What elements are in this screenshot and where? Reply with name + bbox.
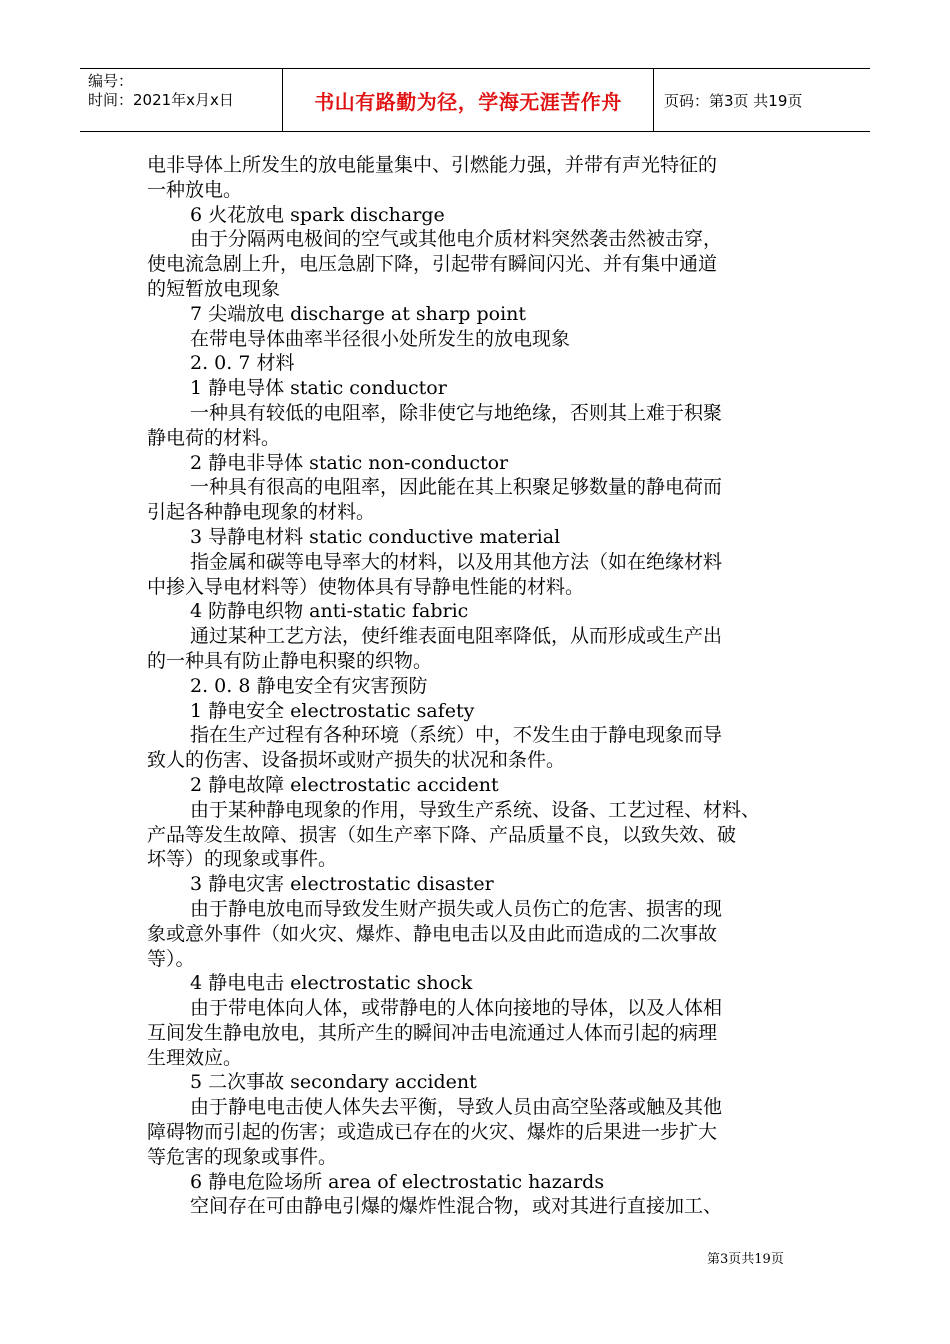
text-line: 静电荷的材料。 <box>147 426 281 449</box>
page-header <box>80 68 870 132</box>
text-line: 由于带电体向人体，或带静电的人体向接地的导体，以及人体相 <box>190 997 723 1020</box>
text-line: 7 尖端放电 discharge at sharp point <box>190 302 527 325</box>
text-line: 使电流急剧上升，电压急剧下降，引起带有瞬间闪光、并有集中通道 <box>147 253 718 276</box>
text-line: 坏等）的现象或事件。 <box>147 848 338 871</box>
text-line: 4 防静电织物 anti-static fabric <box>190 600 469 623</box>
text-line: 指在生产过程有各种环境（系统）中，不发生由于静电现象而导 <box>190 724 723 747</box>
header-motto: 书山有路勤为径，学海无涯苦作舟 <box>282 69 654 131</box>
text-line: 4 静电电击 electrostatic shock <box>190 972 473 995</box>
document-number-label: 编号： <box>88 72 134 90</box>
text-line: 1 静电安全 electrostatic safety <box>190 699 475 722</box>
text-line: 一种具有很高的电阻率，因此能在其上积聚足够数量的静电荷而 <box>190 476 723 499</box>
text-line: 指金属和碳等电导率大的材料，以及用其他方法（如在绝缘材料 <box>190 550 723 573</box>
text-line: 象或意外事件（如火灾、爆炸、静电电击以及由此而造成的二次事故 <box>147 922 718 945</box>
text-line: 等危害的现象或事件。 <box>147 1145 338 1168</box>
text-line: 一种具有较低的电阻率，除非使它与地绝缘，否则其上难于积聚 <box>190 401 723 424</box>
text-line: 引起各种静电现象的材料。 <box>147 501 376 524</box>
text-line: 障碍物而引起的伤害；或造成已存在的火灾、爆炸的后果进一步扩大 <box>147 1121 718 1144</box>
text-line: 产品等发生故障、损害（如生产率下降、产品质量不良，以致失效、破 <box>147 823 737 846</box>
text-line: 5 二次事故 secondary accident <box>190 1071 477 1094</box>
header-page-info: 页码：第3页 共19页 <box>664 91 803 110</box>
text-line: 由于静电电击使人体失去平衡，导致人员由高空坠落或触及其他 <box>190 1096 723 1119</box>
text-line: 由于静电放电而导致发生财产损失或人员伤亡的危害、损害的现 <box>190 897 723 920</box>
header-meta-cell <box>80 69 282 131</box>
text-line: 由于分隔两电极间的空气或其他电介质材料突然袭击然被击穿， <box>190 228 723 251</box>
text-line: 致人的伤害、设备损坏或财产损失的状况和条件。 <box>147 749 566 772</box>
text-line: 在带电导体曲率半径很小处所发生的放电现象 <box>190 327 571 350</box>
text-line: 一种放电。 <box>147 178 243 201</box>
text-line: 3 静电灾害 electrostatic disaster <box>190 873 494 896</box>
text-line: 生理效应。 <box>147 1046 243 1069</box>
text-line: 的一种具有防止静电积聚的织物。 <box>147 649 433 672</box>
text-line: 空间存在可由静电引爆的爆炸性混合物，或对其进行直接加工、 <box>190 1195 723 1218</box>
text-line: 6 静电危险场所 area of electrostatic hazards <box>190 1170 605 1193</box>
text-line: 由于某种静电现象的作用，导致生产系统、设备、工艺过程、材料、 <box>190 798 761 821</box>
text-line: 6 火花放电 spark discharge <box>190 203 445 226</box>
text-line: 互间发生静电放电，其所产生的瞬间冲击电流通过人体而引起的病理 <box>147 1021 718 1044</box>
page-footer: 第3页共19页 <box>707 1252 784 1267</box>
text-line: 2 静电非导体 static non-conductor <box>190 451 509 474</box>
document-body <box>147 153 817 1219</box>
text-line: 2. 0. 8 静电安全有灾害预防 <box>190 674 428 697</box>
text-line: 中掺入导电材料等）使物体具有导静电性能的材料。 <box>147 575 585 598</box>
text-line: 的短暂放电现象 <box>147 277 281 300</box>
text-line: 通过某种工艺方法，使纤维表面电阻率降低，从而形成或生产出 <box>190 625 723 648</box>
text-line: 2. 0. 7 材料 <box>190 352 295 375</box>
text-line: 2 静电故障 electrostatic accident <box>190 773 499 796</box>
text-line: 电非导体上所发生的放电能量集中、引燃能力强，并带有声光特征的 <box>147 154 718 176</box>
text-line: 1 静电导体 static conductor <box>190 377 447 400</box>
text-line: 3 导静电材料 static conductive material <box>190 525 561 548</box>
text-line: 等）。 <box>147 947 195 970</box>
document-time-label: 时间：2021年x月x日 <box>88 91 234 109</box>
